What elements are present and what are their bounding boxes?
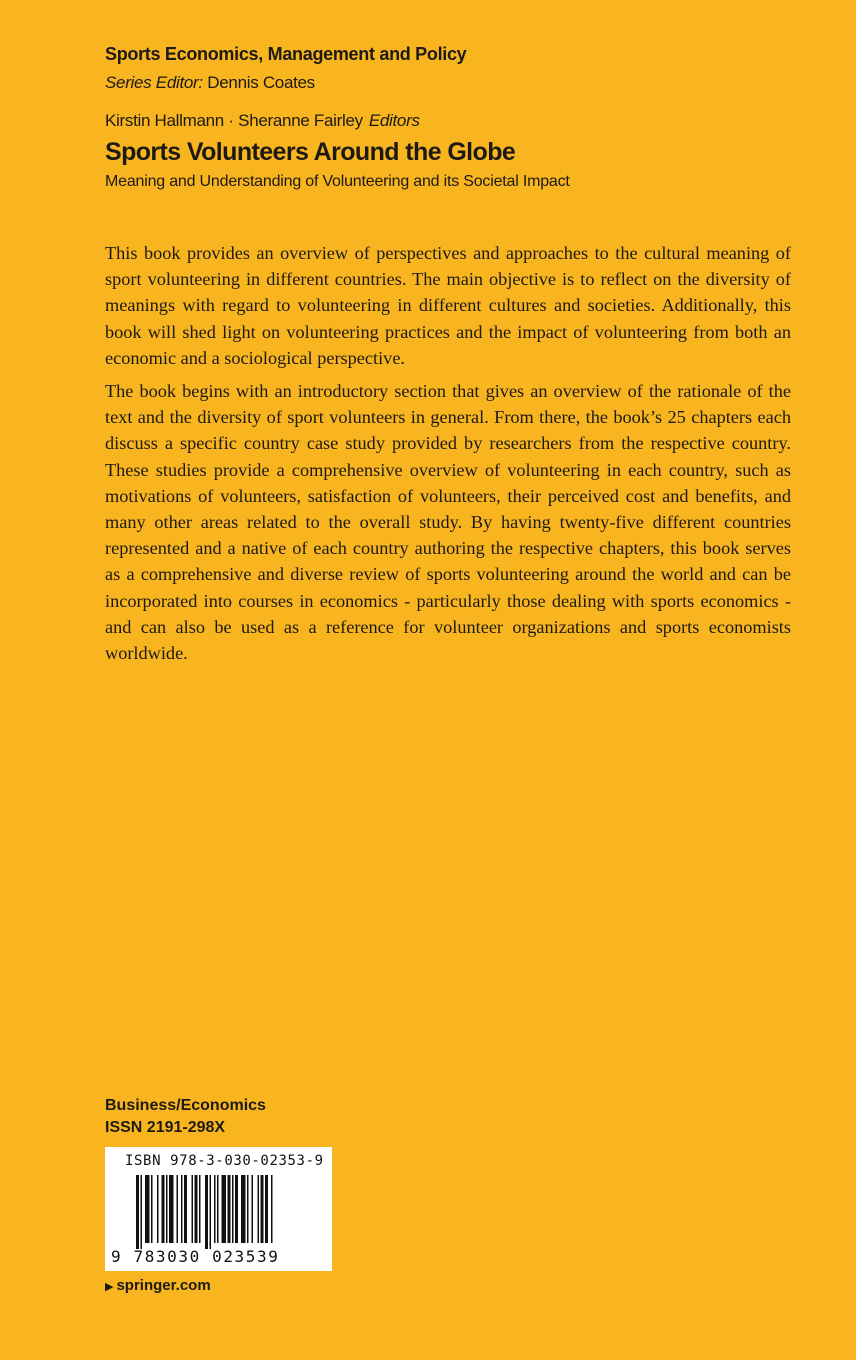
- barcode-bar: [162, 1175, 165, 1243]
- barcode-bar: [232, 1175, 234, 1243]
- editors-names: Kirstin Hallmann · Sheranne Fairley: [105, 111, 363, 130]
- barcode-bar: [222, 1175, 227, 1243]
- barcode-bar: [177, 1175, 179, 1243]
- barcode-bar: [235, 1175, 238, 1243]
- book-editors: [105, 111, 420, 131]
- category-block: [105, 1095, 266, 1139]
- triangle-right-icon: ▶: [105, 1281, 114, 1293]
- isbn-label: ISBN 978-3-030-02353-9: [125, 1153, 324, 1169]
- barcode-bar: [169, 1175, 174, 1243]
- barcode-bar: [258, 1175, 260, 1243]
- barcode-bar: [166, 1175, 168, 1243]
- barcode-bar: [214, 1175, 216, 1243]
- barcode-bar: [184, 1175, 187, 1243]
- series-editor-name: Dennis Coates: [207, 73, 315, 92]
- book-description: [105, 240, 791, 673]
- book-title: Sports Volunteers Around the Globe: [105, 138, 516, 166]
- barcode-bar: [252, 1175, 254, 1243]
- barcode-bar: [217, 1175, 219, 1243]
- barcode-bar: [145, 1175, 150, 1243]
- barcode-bar: [210, 1175, 212, 1249]
- barcode-bar: [199, 1175, 201, 1243]
- barcode-bar: [157, 1175, 159, 1243]
- publisher-link[interactable]: [105, 1277, 211, 1294]
- barcode-bar: [228, 1175, 231, 1243]
- barcode-bar: [247, 1175, 249, 1243]
- barcode-bar: [265, 1175, 268, 1243]
- subject-category: Business/Economics: [105, 1097, 266, 1114]
- barcode-bar: [205, 1175, 208, 1249]
- publisher-link-text: springer.com: [116, 1277, 211, 1294]
- barcode-bar: [241, 1175, 246, 1243]
- barcode-bar: [181, 1175, 183, 1243]
- barcode-bar: [136, 1175, 139, 1249]
- barcode-bar: [271, 1175, 273, 1243]
- series-title: Sports Economics, Management and Policy: [105, 44, 467, 64]
- isbn-barcode: [105, 1147, 332, 1271]
- barcode-bar: [141, 1175, 143, 1249]
- barcode-digits: 9 783030 023539: [111, 1247, 280, 1266]
- book-subtitle: Meaning and Understanding of Volunteering and its Societal Impact: [105, 173, 570, 190]
- series-editor-label: Series Editor:: [105, 73, 203, 92]
- editors-role: Editors: [368, 111, 420, 130]
- issn: ISSN 2191-298X: [105, 1119, 226, 1136]
- description-paragraph: This book provides an overview of perspectives and approaches to the cultural meaning of sport volunteering in different countries. The main objective is to reflect on the diversity of meanings with regard to volunteering in different cultures and societies. Additionally, this book will shed light on volunteering practices and the impact of volunteering from both an economic and a sociological perspective.: [105, 243, 791, 368]
- barcode-bar: [192, 1175, 194, 1243]
- description-paragraph: The book begins with an introductory section that gives an overview of the rationale of the text and the diversity of sport volunteers in general. From there, the book’s 25 chapters each discuss a specific country case study provided by researchers from the respective country. These studies provide a comprehensive overview of volunteering in each country, such as motivations of volunteers, satisfaction of volunteers, their perceived cost and benefits, and many other areas related to the overall study. By having twenty-five different countries represented and a native of each country authoring the respective chapters, this book serves as a comprehensive and diverse review of sports volunteering around the world and can be incorporated into courses in economics - particularly those dealing with sports economics - and can also be used as a reference for volunteer organizations and sports economists worldwide.: [105, 381, 791, 664]
- series-editor: [105, 73, 315, 93]
- barcode-bar: [261, 1175, 264, 1243]
- barcode-bar: [151, 1175, 153, 1243]
- barcode-bar: [195, 1175, 198, 1243]
